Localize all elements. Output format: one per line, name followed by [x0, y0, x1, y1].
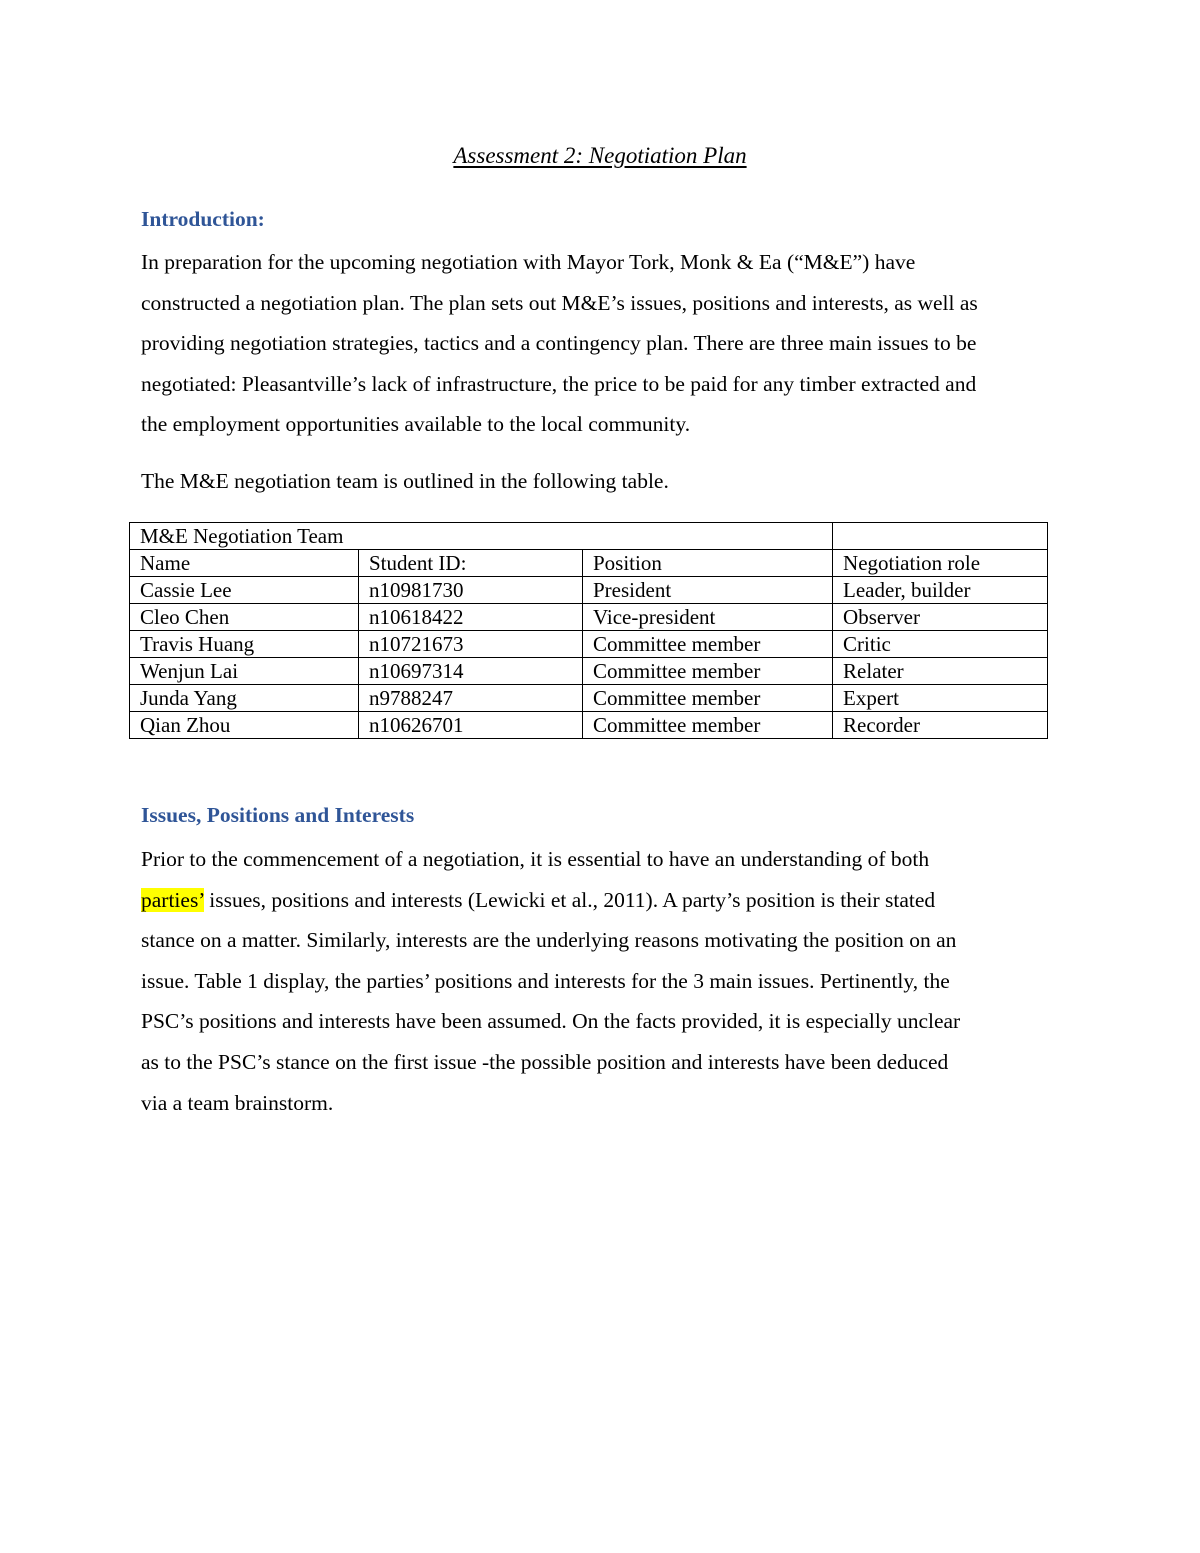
paragraph-line: constructed a negotiation plan. The plan sets out M&E’s issues, positions and interests, as well as — [141, 290, 978, 315]
cell-position: Committee member — [583, 658, 833, 685]
introduction-paragraph — [141, 242, 1061, 445]
cell-role: Observer — [833, 604, 1048, 631]
paragraph-line: In preparation for the upcoming negotiation with Mayor Tork, Monk & Ea (“M&E”) have — [141, 250, 916, 274]
table-row — [130, 604, 1048, 631]
table-header-row — [130, 550, 1048, 577]
paragraph-line: The M&E negotiation team is outlined in the following table. — [141, 469, 669, 493]
document-title: Assessment 2: Negotiation Plan — [453, 143, 747, 168]
cell-role: Leader, builder — [833, 577, 1048, 604]
cell-name: Junda Yang — [130, 685, 359, 712]
table-row — [130, 577, 1048, 604]
cell-name: Cleo Chen — [130, 604, 359, 631]
paragraph-line: negotiated: Pleasantville’s lack of infrastructure, the price to be paid for any timber extracted and — [141, 371, 977, 396]
header-negotiation-role: Negotiation role — [833, 550, 1048, 577]
cell-position: Vice-president — [583, 604, 833, 631]
cell-name: Qian Zhou — [130, 712, 359, 739]
paragraph-text: issues, positions and interests (Lewicki et al., 2011). A party’s position is their stated — [203, 887, 936, 912]
issues-heading: Issues, Positions and Interests — [141, 803, 415, 827]
cell-student-id: n10721673 — [359, 631, 583, 658]
cell-student-id: n10981730 — [359, 577, 583, 604]
table-intro-paragraph — [141, 461, 1061, 502]
introduction-heading: Introduction: — [141, 207, 265, 231]
cell-student-id: n10626701 — [359, 712, 583, 739]
table-cell — [833, 523, 1048, 550]
cell-role: Critic — [833, 631, 1048, 658]
paragraph-line: PSC’s positions and interests have been assumed. On the facts provided, it is especially unclear — [141, 1009, 961, 1034]
cell-student-id: n10697314 — [359, 658, 583, 685]
header-position: Position — [583, 550, 833, 577]
paragraph-line: the employment opportunities available to the local community. — [141, 412, 691, 437]
cell-student-id: n9788247 — [359, 685, 583, 712]
paragraph-line: Prior to the commencement of a negotiation, it is essential to have an understanding of both — [141, 847, 930, 871]
paragraph-line: issue. Table 1 display, the parties’ positions and interests for the 3 main issues. Pertinently, the — [141, 968, 950, 993]
cell-student-id: n10618422 — [359, 604, 583, 631]
cell-position: Committee member — [583, 712, 833, 739]
cell-position: President — [583, 577, 833, 604]
cell-position: Committee member — [583, 685, 833, 712]
table-row — [130, 631, 1048, 658]
cell-role: Expert — [833, 685, 1048, 712]
cell-position: Committee member — [583, 631, 833, 658]
table-row — [130, 685, 1048, 712]
paragraph-line — [141, 880, 1061, 921]
header-name: Name — [130, 550, 359, 577]
paragraph-line: as to the PSC’s stance on the first issue -the possible position and interests have been deduced — [141, 1049, 949, 1074]
team-table — [129, 522, 1048, 739]
table-row — [130, 712, 1048, 739]
cell-name: Wenjun Lai — [130, 658, 359, 685]
cell-name: Travis Huang — [130, 631, 359, 658]
table-caption-row — [130, 523, 1048, 550]
cell-role: Recorder — [833, 712, 1048, 739]
table-row — [130, 658, 1048, 685]
highlighted-text: parties’ — [141, 887, 204, 912]
table-caption: M&E Negotiation Team — [130, 523, 833, 550]
paragraph-line: stance on a matter. Similarly, interests are the underlying reasons motivating the position on an — [141, 928, 957, 953]
paragraph-line: via a team brainstorm. — [141, 1090, 334, 1115]
issues-paragraph — [141, 839, 1061, 1123]
cell-name: Cassie Lee — [130, 577, 359, 604]
paragraph-line: providing negotiation strategies, tactics and a contingency plan. There are three main issues to be — [141, 331, 977, 356]
cell-role: Relater — [833, 658, 1048, 685]
header-student-id: Student ID: — [359, 550, 583, 577]
